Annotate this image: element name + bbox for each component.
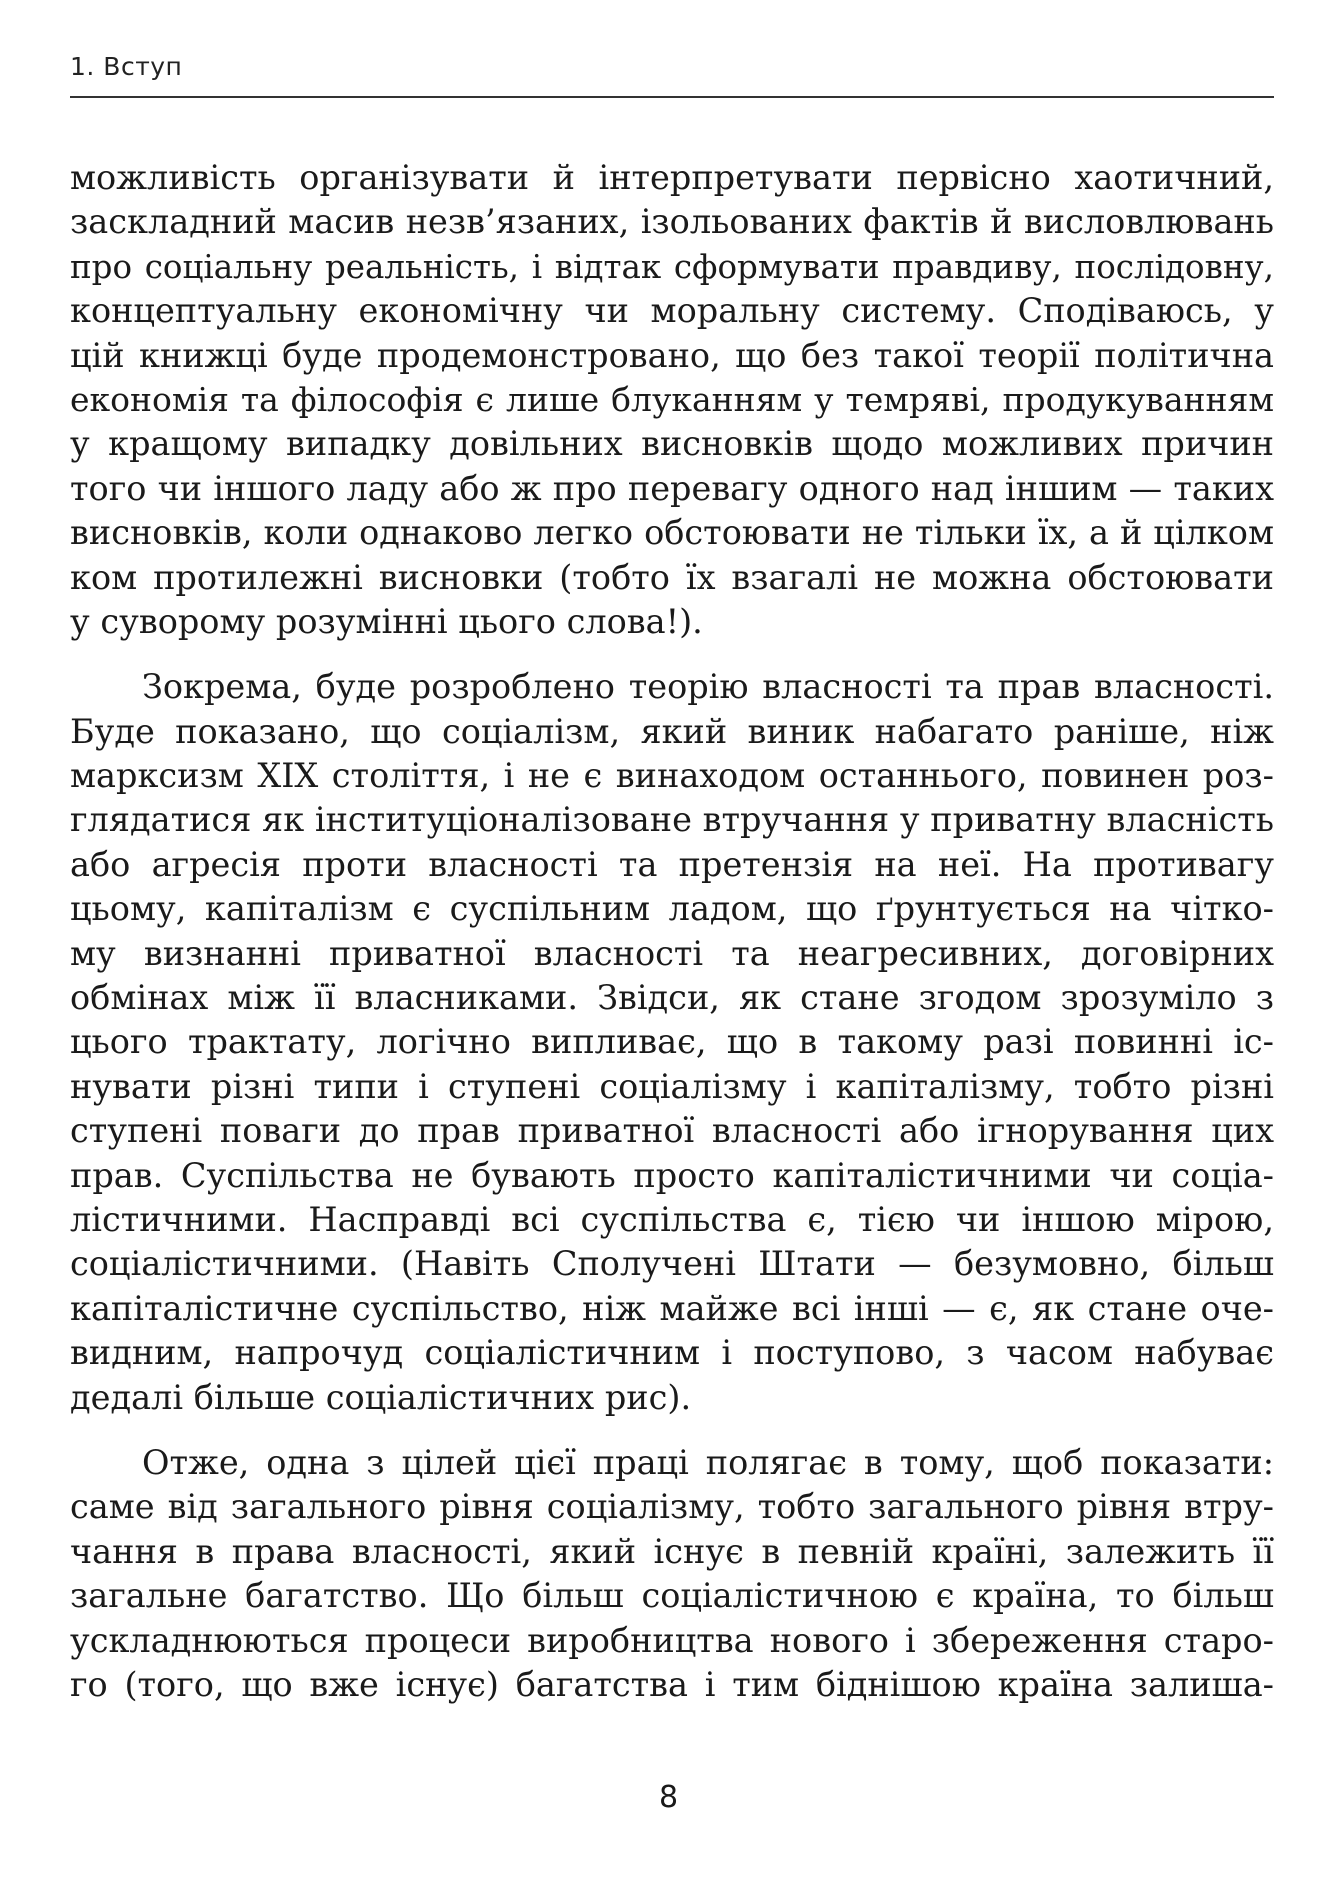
text-line: нувати різні типи і ступені соціалізму і капіталізму, тобто різні — [70, 1066, 1274, 1106]
text-line: того чи іншого ладу або ж про перевагу одного над іншим — таких — [70, 468, 1274, 508]
text-line: саме від загального рівня соціалізму, тобто загального рівня втру- — [70, 1487, 1274, 1527]
text-line: Зокрема, буде розроблено теорію власності та прав власності. — [142, 667, 1274, 707]
header-rule — [70, 96, 1274, 98]
text-line: марксизм XIX століття, і не є винаходом останнього, повинен роз- — [70, 756, 1274, 796]
text-line: видним, напрочуд соціалістичним і поступово, з часом набуває — [70, 1333, 1274, 1373]
text-line: цій книжці буде продемонстровано, що без такої теорії політична — [70, 335, 1274, 375]
text-line: капіталістичне суспільство, ніж майже всі інші — є, як стане оче- — [70, 1288, 1274, 1328]
page-number: 8 — [658, 1780, 679, 1815]
text-line: концептуальну економічну чи моральну систему. Сподіваюсь, у — [70, 291, 1274, 331]
text-line: Буде показано, що соціалізм, який виник набагато раніше, ніж — [70, 711, 1274, 751]
paragraph — [70, 1441, 1274, 1707]
text-line: му визнанні приватної власності та неагресивних, договірних — [70, 933, 1274, 973]
text-line: заскладний масив незв’язаних, ізольованих фактів й висловлювань — [70, 202, 1274, 242]
paragraph — [70, 156, 1274, 644]
text-line: можливість організувати й інтерпретувати первісно хаотичний, — [70, 158, 1274, 197]
text-line: чання в права власності, який існує в певній країні, залежить її — [70, 1531, 1274, 1571]
text-line: ускладнюються процеси виробництва нового і збереження старо- — [70, 1620, 1274, 1660]
text-line: у суворому розумінні цього слова!). — [70, 601, 703, 641]
text-line: дедалі більше соціалістичних рис). — [70, 1377, 692, 1417]
running-header: 1. Вступ — [70, 52, 183, 81]
body-text — [70, 156, 1274, 1707]
paragraph-gap — [70, 1420, 1274, 1441]
paragraph — [70, 665, 1274, 1420]
text-line: загальне багатство. Що більш соціалістичною є країна, то більш — [70, 1576, 1274, 1616]
text-line: го (того, що вже існує) багатства і тим біднішою країна залиша- — [70, 1664, 1274, 1704]
text-line: Отже, одна з цілей цієї праці полягає в тому, щоб показати: — [142, 1442, 1274, 1482]
text-line: ком протилежні висновки (тобто їх взагалі не можна обстоювати — [70, 557, 1274, 597]
text-line: про соціальну реальність, і відтак сформувати правдиву, послідовну, — [70, 247, 1274, 286]
paragraph-gap — [70, 644, 1274, 665]
text-line: прав. Суспільства не бувають просто капіталістичними чи соціа- — [70, 1155, 1274, 1195]
text-line: глядатися як інституціоналізоване втручання у приватну власність — [70, 800, 1274, 840]
text-line: висновків, коли однаково легко обстоювати не тільки їх, а й цілком — [70, 513, 1274, 553]
text-line: цьому, капіталізм є суспільним ладом, що ґрунтується на чітко- — [70, 889, 1274, 929]
text-line: обмінах між її власниками. Звідси, як стане згодом зрозуміло з — [70, 978, 1274, 1018]
text-line: соціалістичними. (Навіть Сполучені Штати — безумовно, більш — [70, 1244, 1274, 1284]
text-line: або агресія проти власності та претензія на неї. На противагу — [70, 844, 1274, 884]
text-line: у кращому випадку довільних висновків щодо можливих причин — [70, 424, 1274, 464]
text-line: лістичними. Насправді всі суспільства є, тією чи іншою мірою, — [70, 1199, 1274, 1239]
text-line: цього трактату, логічно випливає, що в такому разі повинні іс- — [70, 1022, 1274, 1062]
text-line: економія та філософія є лише блуканням у темряві, продукуванням — [70, 379, 1274, 419]
text-line: ступені поваги до прав приватної власності або ігнорування цих — [70, 1111, 1274, 1151]
